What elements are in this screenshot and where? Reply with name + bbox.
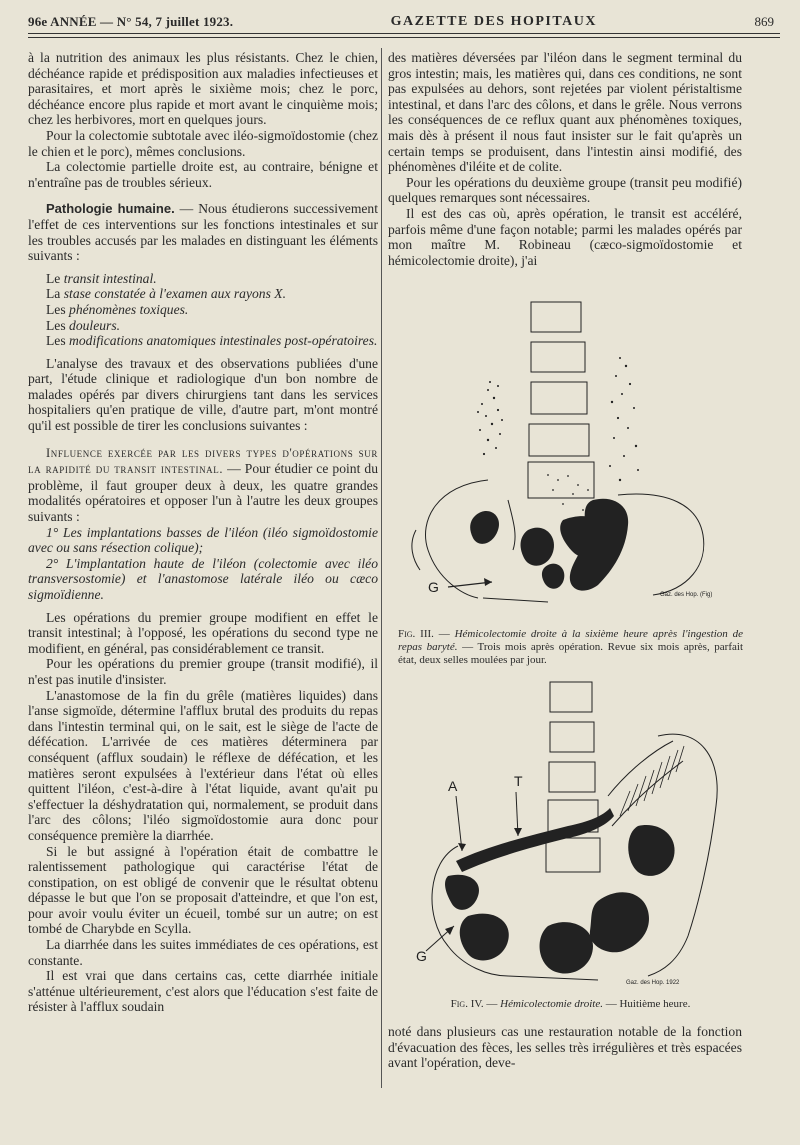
figure-4-caption: Fig. IV. — Hémicolectomie droite. — Huitième heure. [450, 998, 691, 1010]
group-item: 2° L'implantation haute de l'iléon (colectomie avec iléo transversostomie) et l'anastomose latérale iléo ou cæco sigmoïdienne. [28, 555, 378, 602]
right-column-top [388, 50, 742, 268]
paragraph: à la nutrition des animaux les plus résistants. Chez le chien, déchéance rapide et prédisposition aux maladies infectieuses et parasitaires, et mort après le sixième mois; chez le porc, déchéance encore plus rapide et mort avant le cinquième mois; chez les herbivores, mort en quelques jours. [28, 50, 378, 128]
fig4-label-t: T [514, 773, 523, 789]
left-column [28, 50, 378, 1015]
list-item: Les phénomènes toxiques. [46, 301, 189, 317]
paragraph: Si le but assigné à l'opération était de combattre le ralentissement pathologique qui caractérise l'état de constipation, on est obligé de convenir que le résultat obtenu dépasse le but que l'on se proposait d'atteindre, et que l'on est, pour avoir voulu éviter un écueil, tombé sur un autre; on est tombé de Charybde en Scylla. [28, 843, 378, 937]
paragraph: Les opérations du premier groupe modifient en effet le transit intestinal; à l'opposé, les opérations du second type ne modifient, en général, pas considérablement ce transit. [28, 609, 378, 656]
paragraph: Pour les opérations du premier groupe (transit modifié), il n'est pas inutile d'insister. [28, 656, 378, 687]
right-column-bottom [388, 1024, 742, 1071]
fig3-label-g: G [428, 579, 439, 595]
paragraph: noté dans plusieurs cas une restauration notable de la fonction d'évacuation des fèces, les selles très irrégulières et très espacées avant l'opération, deve- [388, 1024, 742, 1071]
column-divider [381, 48, 382, 1088]
subsection-title: Influence exercée par les divers types d'opérations sur la rapidité du transit intestinal. [28, 445, 378, 477]
fig4-label-a: A [448, 778, 458, 794]
fig4-label-g: G [416, 948, 427, 964]
subsection-text: — Pour étudier ce point du problème, il faut grouper deux à deux, les quatre grandes modalités opératoires et opposer l'un à l'autre les deux groupes suivants : [28, 461, 378, 525]
section-title: Pathologie humaine. [46, 201, 175, 217]
fig3-credit: Gaz. des Hop. (Fig) [660, 592, 713, 598]
figure-3-radiograph [398, 290, 743, 620]
list-item: Le transit intestinal. [46, 270, 157, 286]
fig4-caption-text: — Huitième heure. [602, 998, 691, 1010]
header-rule-top [28, 33, 780, 34]
paragraph: Pour les opérations du deuxième groupe (transit peu modifié) quelques remarques sont nécessaires. [388, 174, 742, 206]
fig4-credit: Gaz. des Hop. 1922 [626, 980, 680, 986]
list-item: La stase constatée à l'examen aux rayons X. [46, 286, 286, 302]
paragraph: des matières déversées par l'iléon dans le segment terminal du gros intestin; mais, les matières qui, dans ces conditions, ne sont pas expulsées au dehors, sont rejetées par violent péristaltisme intestinal, et dans l'arc des côlons, et dans le grêle. Nous verrons les conséquences de ce reflux quant aux phénomènes toxiques, mais dès à présent il nous faut insister sur le fait qu'après un certain temps se produisent, dans l'intestin ainsi modifié, des phénomènes d'iléite et de colite. [388, 50, 742, 175]
group-item: 1° Les implantations basses de l'iléon (iléo sigmoïdostomie avec ou sans résection colique); [28, 524, 378, 556]
running-header [28, 8, 774, 30]
figure-4-radiograph [398, 676, 743, 994]
paragraph: L'analyse des travaux et des observations publiées d'une part, l'étude clinique et radiologique d'un bon nombre de malades opérés par divers chirurgiens tant dans les services hospitaliers qu'en pratique de ville, d'autre part, m'ont montré qu'il est possible de tirer les conclusions suivantes : [28, 355, 378, 434]
paragraph: Il est vrai que dans certains cas, cette diarrhée initiale s'atténue ultérieurement, c'est alors que l'éducation s'est faite de résister à l'afflux soudain [28, 968, 378, 1015]
section-text: — Nous étudierons successivement l'effet de ces interventions sur les fonctions intestinales et sur les troubles accusés par les malades en distinguant les éléments suivants : [28, 201, 378, 264]
paragraph: L'anastomose de la fin du grêle (matières liquides) dans l'anse sigmoïde, détermine l'afflux brutal des produits du repas dans l'intestin terminal qui, on le sait, est le siège de l'acte de défécation. L'arrivée de ces matières déterminera par conséquent (afflux soudain) le réflexe de défécation, et les matières seront expulsées à l'extérieur dans l'état où elles quittent l'iléon, c'est-à-dire à l'état liquide, avant qu'ait pu s'effectuer la déshydratation qui, normalement, se produit dans l'arc des côlons; l'iléo sigmoïdostomie aura donc pour conséquence première la diarrhée. [28, 687, 378, 843]
fig4-caption-title: Hémicolectomie droite. [500, 998, 603, 1010]
subsection-paragraph [28, 445, 378, 525]
fig3-caption-text: — Trois mois après opération. Revue six mois après, parfait état, deux selles moulées par jour. [398, 641, 743, 666]
page-number: 869 [754, 14, 774, 29]
header-rule-bottom [28, 37, 780, 38]
section-paragraph [28, 201, 378, 263]
journal-title: GAZETTE DES HOPITAUX [390, 14, 598, 29]
paragraph: Il est des cas où, après opération, le transit est accéléré, parfois même d'une façon notable; parmi les malades opérés par mon maître M. Robineau (cæco-sigmoïdostomie et hémicolectomie droite), j'ai [388, 205, 742, 268]
issue-info: 96e ANNÉE — N° 54, 7 juillet 1923. [28, 14, 234, 29]
fig3-caption-title: Hémicolectomie droite à la sixième heure après l'ingestion de repas baryté. [398, 628, 743, 653]
fig3-caption-label: Fig. III. [398, 628, 434, 640]
figure-3-caption: Fig. III. — Hémicolectomie droite à la sixième heure après l'ingestion de repas baryté. — Trois mois après opération. Revue six mois après, parfait état, deux selles moulées par jour. [398, 628, 743, 666]
paragraph: La colectomie partielle droite est, au contraire, bénigne et n'entraîne pas de troubles sérieux. [28, 159, 378, 190]
paragraph: La diarrhée dans les suites immédiates de ces opérations, est constante. [28, 937, 378, 968]
fig4-caption-label: Fig. IV. [450, 998, 484, 1010]
list-item: Les douleurs. [46, 317, 121, 333]
paragraph: Pour la colectomie subtotale avec iléo-sigmoïdostomie (chez le chien et le porc), mêmes conclusions. [28, 127, 378, 159]
list-item: Les modifications anatomiques intestinales post-opératoires. [46, 333, 378, 349]
